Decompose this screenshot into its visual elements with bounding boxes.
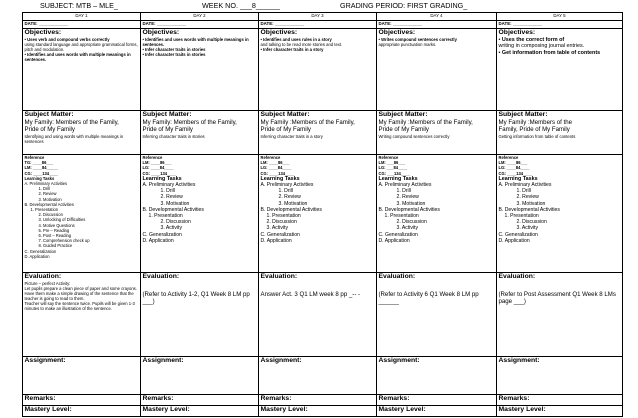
objective-item: • Writes compound sentences correctly: [378, 37, 457, 42]
evaluation-cell-day3: [259, 273, 377, 357]
task-item: 3. Motivation: [160, 200, 190, 207]
assignment-row: [23, 357, 623, 395]
assignment-cell: [377, 357, 497, 395]
remarks-cell: [141, 395, 259, 406]
evaluation-text: Answer Act. 3 Q1 LM week 8 pp _-- -: [260, 291, 361, 298]
task-item: 2. Review: [278, 194, 301, 201]
task-heading: D. Application: [24, 253, 50, 259]
task-item: 2. Discussion: [516, 219, 547, 226]
task-item: 3. Motivation: [38, 196, 62, 202]
evaluation-text: (Refer to Activity 6 Q1 Week 8 LM pp ______: [378, 291, 479, 306]
day-header: DAY 1: [23, 13, 141, 21]
evaluation-cell-day2: [141, 273, 259, 357]
reference-cg: CG: ____134____: [24, 170, 59, 176]
evaluation-text: (Refer to Activity 1-2, Q1 Week 8 LM pp ___): [142, 291, 250, 306]
subject-skill: Writing compound sentences correctly: [378, 133, 450, 139]
reference-label: Reference: [260, 155, 281, 160]
objectives-label: Objectives:: [260, 29, 298, 36]
objective-text: Infer character traits in stories: [145, 47, 206, 53]
objective-text: Writes compound sentences correctly: [381, 37, 457, 42]
subject-topic: Pride of My Family: [24, 126, 75, 134]
reference-cg: CG: ___134____: [378, 170, 410, 176]
task-item: 6. Post – Reading: [38, 233, 72, 239]
task-item: 3. Activity: [396, 225, 419, 232]
task-item: 1. Presentation: [30, 207, 59, 213]
mastery-cell: [141, 406, 259, 417]
task-heading: B. Developmental Activities: [260, 206, 322, 213]
task-item: 3. Activity: [160, 225, 183, 232]
task-heading: C. Generalization: [142, 231, 182, 238]
subject-matter-row: [23, 111, 623, 155]
subject-matter-label: Subject Matter:: [378, 111, 428, 118]
task-heading: D. Application: [260, 237, 292, 244]
task-heading: B. Developmental Activities: [498, 206, 560, 213]
learning-tasks-cell-day1: [23, 155, 141, 273]
objective-text: Identifies and uses words with multiple meanings in sentences.: [142, 37, 249, 48]
evaluation-cell-day1: [23, 273, 141, 357]
assignment-label: Assignment:: [24, 357, 66, 364]
objective-item: • Identifies and uses rules in a story: [260, 37, 332, 42]
subject-matter-label: Subject Matter:: [142, 111, 192, 118]
reference-tg: LM: ___86___: [378, 160, 406, 166]
task-item: 1. Presentation: [504, 213, 539, 220]
evaluation-row: [23, 273, 623, 357]
task-item: 2. Discussion: [38, 212, 63, 218]
reference-label: Reference: [378, 155, 399, 160]
subject-topic: My Family: Members of the Family,: [24, 119, 119, 126]
objectives-row: [23, 29, 623, 111]
evaluation-label: Evaluation:: [24, 273, 62, 280]
objectives-label: Objectives:: [378, 29, 416, 36]
task-heading: D. Application: [378, 237, 410, 244]
subject-topic: Family, Pride of My Family: [498, 126, 570, 134]
date-cell: DATE: ____________: [497, 21, 623, 29]
subject-matter-label: Subject Matter:: [498, 111, 548, 118]
task-item: 1. Drill: [278, 188, 293, 195]
task-item: 8. Guided Practice: [38, 243, 73, 249]
subject-topic: My Family :Members of the Family,: [260, 119, 355, 126]
learning-tasks-label: Learning Tasks: [142, 175, 182, 182]
task-item: 4. Motive Questions: [38, 222, 75, 228]
week-label: WEEK NO. ___8______: [202, 1, 280, 10]
task-heading: B. Developmental Activities: [24, 201, 74, 207]
date-row: [23, 21, 623, 29]
task-heading: C. Generalization: [260, 231, 300, 238]
task-item: 1. Drill: [396, 188, 411, 195]
date-label: DATE:: [142, 21, 156, 26]
assignment-cell: [497, 357, 623, 395]
objective-text: Identifies and uses rules in a story: [263, 37, 332, 42]
task-heading: C. Generalization: [378, 231, 418, 238]
subject-matter-label: Subject Matter:: [260, 111, 310, 118]
reference-label: Reference: [498, 155, 519, 160]
task-heading: D. Application: [142, 237, 174, 244]
objective-text: Get information from table of contents: [501, 49, 601, 56]
objectives-label: Objectives:: [498, 29, 536, 36]
reference-tg: TG: ____86___: [24, 160, 54, 166]
subject-matter-cell-day2: [141, 111, 259, 155]
date-label: DATE:: [378, 21, 392, 26]
task-heading: B. Developmental Activities: [378, 206, 440, 213]
objectives-label: Objectives:: [24, 29, 62, 36]
assignment-cell: [23, 357, 141, 395]
remarks-label: Remarks:: [260, 395, 292, 402]
learning-tasks-label: Learning Tasks: [260, 175, 300, 182]
evaluation-text: Let pupils prepare a clean piece of paper and some crayons.: [24, 286, 137, 292]
assignment-cell: [259, 357, 377, 395]
subject-skill: Getting information from table of contents: [498, 133, 576, 139]
subject-topic: Pride of My Family: [142, 126, 193, 134]
reference-lm: LG: ___84____: [378, 165, 408, 171]
task-heading: C. Generalization: [24, 248, 57, 254]
task-item: 7. Comprehension check up: [38, 238, 90, 244]
remarks-label: Remarks:: [498, 395, 530, 402]
task-item: 1. Drill: [516, 188, 531, 195]
date-label: DATE:: [498, 21, 512, 26]
task-heading: A. Preliminary Activities: [260, 182, 314, 189]
mastery-label: Mastery Level:: [498, 406, 546, 413]
evaluation-label: Evaluation:: [378, 273, 416, 280]
subject-skill: Inferring character traits in stories: [142, 133, 205, 139]
mastery-label: Mastery Level:: [378, 406, 426, 413]
objective-item: • Uses verb and compound verbs correctly: [24, 37, 110, 42]
task-item: 2. Review: [516, 194, 539, 201]
objectives-cell-day2: [141, 29, 259, 111]
task-heading: A. Preliminary Activities: [24, 181, 68, 187]
subject-matter-cell-day5: [497, 111, 623, 155]
task-item: 3. Motivation: [516, 200, 546, 207]
assignment-label: Assignment:: [260, 357, 302, 364]
objective-item: • Uses the correct form of: [498, 37, 565, 43]
lesson-plan-table: [22, 12, 623, 417]
subject-topic: Pride of My Family: [260, 126, 311, 134]
task-item: 2. Discussion: [160, 219, 191, 226]
objectives-cell-day1: [23, 29, 141, 111]
day-header: DAY 5: [497, 13, 623, 21]
remarks-row: [23, 395, 623, 406]
learning-tasks-cell-day3: [259, 155, 377, 273]
subject-matter-cell-day4: [377, 111, 497, 155]
mastery-cell: [23, 406, 141, 417]
evaluation-cell-day5: [497, 273, 623, 357]
learning-tasks-cell-day2: [141, 155, 259, 273]
task-heading: B. Developmental Activities: [142, 206, 204, 213]
reference-lm: LG: ____84____: [498, 165, 530, 171]
task-item: 2. Review: [38, 191, 57, 197]
task-item: 2. Review: [160, 194, 183, 201]
assignment-label: Assignment:: [378, 357, 420, 364]
learning-tasks-cell-day5: [497, 155, 623, 273]
remarks-label: Remarks:: [24, 395, 56, 402]
learning-tasks-label: Learning Tasks: [378, 175, 418, 182]
evaluation-label: Evaluation:: [498, 273, 536, 280]
reference-tg: LM: ____86___: [142, 160, 172, 166]
evaluation-text: Have them make a simple drawing of the sentence that the teacher is going to read to them.: [24, 291, 134, 302]
subject-topic: My Family :Members of the: [498, 119, 572, 126]
mastery-cell: [377, 406, 497, 417]
task-item: 3. Activity: [266, 225, 289, 232]
reference-cg: CG: ____134____: [260, 170, 295, 176]
reference-lm: LM: ____84_____: [24, 165, 58, 171]
mastery-row: [23, 406, 623, 417]
date-cell: DATE: ____________: [23, 21, 141, 29]
reference-lm: LG: ____84____: [142, 165, 174, 171]
task-item: 2. Review: [396, 194, 419, 201]
remarks-label: Remarks:: [378, 395, 410, 402]
objective-item: using standard language and appropriate grammatical forms, pitch and modulation.: [24, 42, 138, 53]
task-heading: D. Application: [498, 237, 530, 244]
subject-skill: Inferring character traits in a story: [260, 133, 323, 139]
assignment-cell: [141, 357, 259, 395]
objectives-cell-day3: [259, 29, 377, 111]
task-item: 1. Drill: [38, 186, 51, 192]
objectives-cell-day4: [377, 29, 497, 111]
mastery-label: Mastery Level:: [260, 406, 308, 413]
learning-tasks-cell-day4: [377, 155, 497, 273]
objective-text: Uses verb and compound verbs correctly: [27, 37, 110, 42]
remarks-cell: [259, 395, 377, 406]
day-header: DAY 2: [141, 13, 259, 21]
task-item: 3. Motivation: [396, 200, 426, 207]
objective-text: Infer character traits in a story: [263, 47, 324, 53]
task-item: 1. Presentation: [266, 213, 301, 220]
task-item: 3. Activity: [516, 225, 539, 232]
evaluation-label: Evaluation:: [142, 273, 180, 280]
reference-cg: CG: ____134____: [498, 170, 533, 176]
reference-tg: LM: ____86___: [260, 160, 290, 166]
reference-lm: LG: ____84____: [260, 165, 292, 171]
reference-label: Reference: [142, 155, 163, 160]
remarks-cell: [497, 395, 623, 406]
task-heading: C. Generalization: [498, 231, 538, 238]
remarks-label: Remarks:: [142, 395, 174, 402]
objective-text: Identifies and uses words with multiple meanings in sentences.: [24, 52, 131, 63]
objective-item: • Get information from table of contents: [498, 49, 601, 56]
mastery-label: Mastery Level:: [24, 406, 72, 413]
mastery-cell: [497, 406, 623, 417]
reference-cg: CG: ____134____: [142, 170, 177, 176]
evaluation-text: Picture – perfect Activity:: [24, 281, 71, 286]
objective-item: writing in composing journal entries.: [498, 43, 585, 50]
subject-matter-cell-day3: [259, 111, 377, 155]
date-cell: DATE: ____________: [259, 21, 377, 29]
day-header: DAY 3: [259, 13, 377, 21]
subject-matter-cell-day1: [23, 111, 141, 155]
plan-header: [40, 0, 618, 12]
date-label: DATE:: [24, 21, 38, 26]
task-item: 2. Discussion: [266, 219, 297, 226]
objectives-cell-day5: [497, 29, 623, 111]
task-item: 1. Presentation: [148, 213, 183, 220]
objective-item: • Identifies and uses words with multiple meanings in sentences.: [142, 37, 249, 48]
assignment-label: Assignment:: [142, 357, 184, 364]
subject-topic: My Family: Members of the Family,: [142, 119, 237, 126]
task-item: 1. Presentation: [384, 213, 419, 220]
task-item: 1. Drill: [160, 188, 175, 195]
day-header-row: [23, 13, 623, 21]
evaluation-cell-day4: [377, 273, 497, 357]
task-heading: A. Preliminary Activities: [498, 182, 552, 189]
learning-tasks-label: Learning Tasks: [24, 175, 55, 181]
remarks-cell: [377, 395, 497, 406]
date-cell: DATE: ____________: [377, 21, 497, 29]
learning-tasks-label: Learning Tasks: [498, 175, 538, 182]
subject-topic: Pride of My Family: [378, 126, 429, 134]
task-heading: A. Preliminary Activities: [142, 182, 196, 189]
task-item: 3. Motivation: [278, 200, 308, 207]
remarks-cell: [23, 395, 141, 406]
objective-item: • Infer character traits in a story: [260, 47, 324, 53]
objective-item: and talking to be read more stories and text.: [260, 42, 343, 48]
objective-item: • Infer character traits in stories: [142, 52, 206, 58]
subject-matter-label: Subject Matter:: [24, 111, 74, 118]
task-heading: A. Preliminary Activities: [378, 182, 432, 189]
mastery-cell: [259, 406, 377, 417]
subject-topic: My Family :Members of the Family,: [378, 119, 473, 126]
objective-item: appropriate punctuation marks.: [378, 42, 437, 48]
objective-item: • Identifies and uses words with multiple meanings in sentences.: [24, 52, 131, 63]
objective-text: Infer character traits in stories: [145, 52, 206, 58]
day-header: DAY 4: [377, 13, 497, 21]
evaluation-text: Teacher will say the sentence twice. Pupils will be given 1-3 minutes to make an illustration of the sentence.: [24, 301, 135, 312]
objectives-label: Objectives:: [142, 29, 180, 36]
task-item: 3. Unlocking of Difficulties: [38, 217, 86, 223]
task-item: 5. Pre – Reading: [38, 227, 70, 233]
mastery-label: Mastery Level:: [142, 406, 190, 413]
assignment-label: Assignment:: [498, 357, 540, 364]
evaluation-label: Evaluation:: [260, 273, 298, 280]
subject-skill: Identifying and using words with multiple meanings in sentences: [24, 133, 124, 144]
date-cell: DATE: ____________: [141, 21, 259, 29]
reference-label: Reference: [24, 155, 45, 160]
date-label: DATE:: [260, 21, 274, 26]
objective-item: • Infer character traits in stories: [142, 47, 206, 53]
evaluation-text: (Refer to Post Assessment Q1 Week 8 LMs page ___): [498, 291, 616, 306]
subject-label: SUBJECT: MTB – MLE_: [40, 1, 118, 10]
reference-tg: LM: ____86___: [498, 160, 528, 166]
task-item: 2. Discussion: [396, 219, 427, 226]
learning-tasks-row: [23, 155, 623, 273]
objective-text: Uses the correct form of: [501, 37, 565, 43]
grading-period-label: GRADING PERIOD: FIRST GRADING_: [340, 1, 468, 10]
